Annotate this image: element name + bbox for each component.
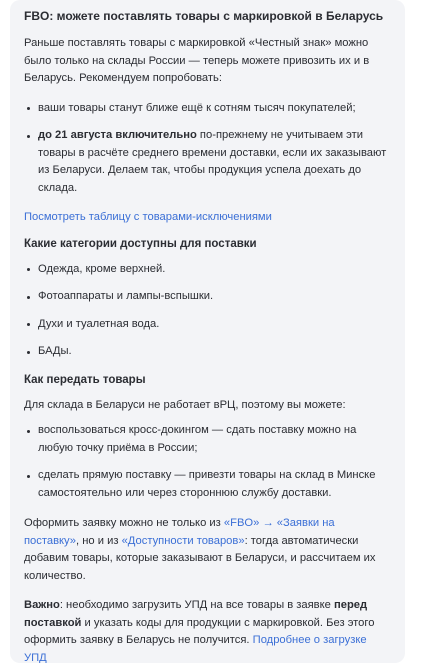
list-item <box>24 316 391 334</box>
order-paragraph <box>24 515 391 585</box>
categories-title: Какие категории доступны для поставки <box>24 237 257 250</box>
list-item <box>24 100 391 118</box>
benefit-2-bold: до 21 августа включительно <box>38 129 197 141</box>
option-cross-docking: воспользоваться кросс-докингом — сдать поставку можно на любую точку приёма в России; <box>38 424 357 454</box>
order-text-1: Оформить заявку можно не только из <box>24 517 224 529</box>
article-title: FBO: можете поставлять товары с маркировкой в Беларусь <box>24 9 384 23</box>
important-bold: перед поставкой <box>24 599 368 629</box>
option-direct-delivery: сделать прямую поставку — привезти товары на склад в Минске самостоятельно или через стороннюю службу доставки. <box>38 469 376 499</box>
list-item <box>24 127 391 197</box>
list-item <box>24 343 391 361</box>
important-text-2: и указать коды для продукции с маркировкой. Без этого оформить заявку в Беларусь не получится. <box>24 616 375 646</box>
transfer-options-list <box>24 422 391 502</box>
categories-list <box>24 261 391 361</box>
benefit-1-text: ваши товары станут ближе ещё к сотням тысяч покупателей; <box>38 101 356 114</box>
order-text-2: , но и из <box>76 534 122 547</box>
right-fade-overlay <box>405 0 429 663</box>
category-supplements: БАДы. <box>38 345 72 357</box>
list-item <box>24 422 391 457</box>
benefits-list <box>24 100 391 198</box>
category-clothing: Одежда, кроме верхней. <box>38 262 166 275</box>
important-text-1: : необходимо загрузить УПД на все товары в заявке <box>59 599 334 611</box>
product-availability-link[interactable]: «Доступности товаров» <box>121 534 245 547</box>
transfer-text: Для склада в Беларуси не работает вРЦ, поэтому вы можете: <box>24 398 346 411</box>
transfer-title: Как передать товары <box>24 373 146 386</box>
intro-text: Раньше поставлять товары с маркировкой «Честный знак» можно было только на склады России — теперь можете привозить их и в Беларусь. Рекомендуем попробовать: <box>24 37 370 84</box>
exceptions-table-link[interactable]: Посмотреть таблицу с товарами-исключениями <box>24 211 272 223</box>
upd-upload-link[interactable]: Подробнее о загрузке УПД <box>24 634 367 663</box>
category-cameras: Фотоаппараты и лампы-вспышки. <box>38 290 214 302</box>
category-perfume: Духи и туалетная вода. <box>38 317 160 330</box>
benefit-2-text: по-прежнему не учитываем эти товары в расчёте среднего времени доставки, если их заказывают из Беларуси. Делаем так, чтобы продукция успела доехать до склада. <box>38 129 387 194</box>
important-paragraph <box>24 597 391 663</box>
list-item <box>24 288 391 306</box>
order-text-3: : тогда автоматически добавим товары, которые заказывают в Беларуси, и рассчитаем их количество. <box>24 534 376 582</box>
list-item <box>24 467 391 502</box>
announcement-card <box>10 0 405 663</box>
fbo-requests-link[interactable]: «FBO» → «Заявки на поставку» <box>24 517 335 547</box>
list-item <box>24 261 391 279</box>
important-label: Важно <box>24 599 60 611</box>
